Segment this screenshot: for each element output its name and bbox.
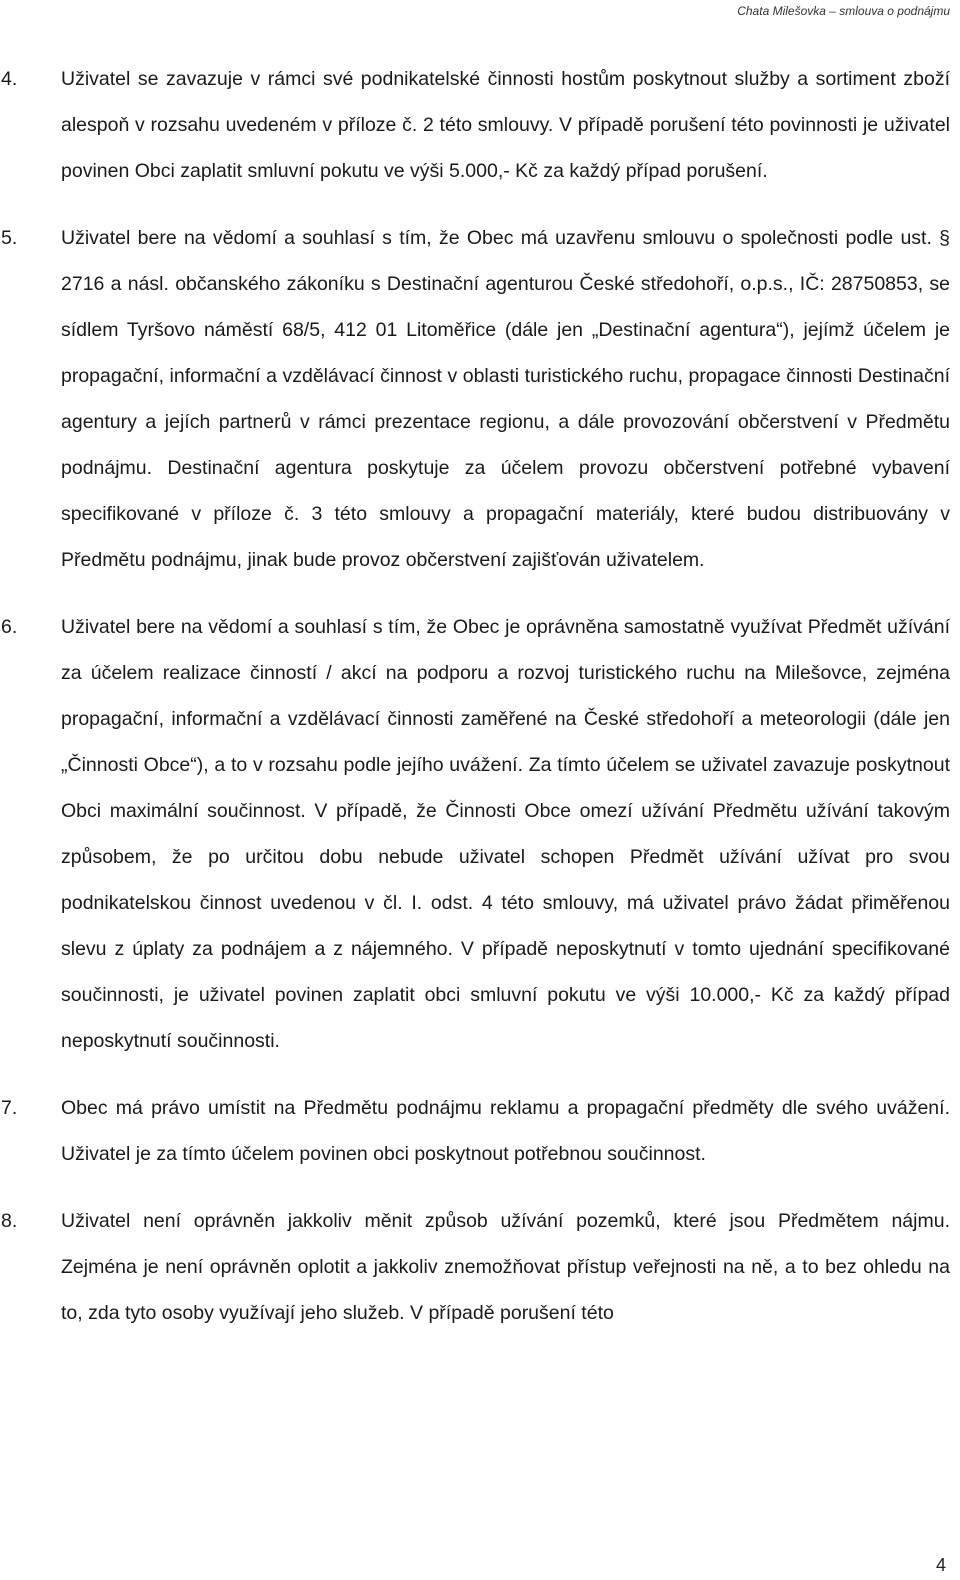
document-body <box>0 56 950 1357</box>
clause-8 <box>0 1198 950 1336</box>
clause-text: Uživatel není oprávněn jakkoliv měnit způsob užívání pozemků, které jsou Předmětem nájmu. Zejména je není oprávněn oplotit a jakkoliv znemožňovat přístup veřejnosti na ně, a to bez ohledu na to, zda tyto osoby využívají jeho služeb. V případě porušení této <box>61 1210 950 1324</box>
clause-7 <box>0 1085 950 1177</box>
clause-6 <box>0 604 950 1064</box>
clause-number: 6. <box>1 616 18 638</box>
clause-text: Uživatel bere na vědomí a souhlasí s tím, že Obec je oprávněna samostatně využívat Předmět užívání za účelem realizace činností / akcí na podporu a rozvoj turistického ruchu na Milešovce, zejména propagační, informační a vzdělávací činnosti zaměřené na České středohoří a meteorologii (dále jen „Činnosti Obce“), a to v rozsahu podle jejího uvážení. Za tímto účelem se uživatel zavazuje poskytnout Obci maximální součinnost. V případě, že Činnosti Obce omezí užívání Předmětu užívání takovým způsobem, že po určitou dobu nebude uživatel schopen Předmět užívání užívat pro svou podnikatelskou činnost uvedenou v čl. I. odst. 4 této smlouvy, má uživatel právo žádat přiměřenou slevu z úplaty za podnájem a z nájemného. V případě neposkytnutí v tomto ujednání specifikované součinnosti, je uživatel povinen zaplatit obci smluvní pokutu ve výši 10.000,- Kč za každý případ neposkytnutí součinnosti. <box>61 616 950 1052</box>
clause-number: 4. <box>1 68 18 90</box>
clause-4 <box>0 56 950 194</box>
clause-text: Obec má právo umístit na Předmětu podnájmu reklamu a propagační předměty dle svého uvážení. Uživatel je za tímto účelem povinen obci poskytnout potřebnou součinnost. <box>61 1097 950 1165</box>
clause-5 <box>0 215 950 583</box>
page-number: 4 <box>935 1555 946 1575</box>
clause-number: 5. <box>1 227 18 249</box>
clause-number: 8. <box>1 1210 18 1232</box>
running-header: Chata Milešovka – smlouva o podnájmu <box>737 4 950 18</box>
clause-text: Uživatel se zavazuje v rámci své podnikatelské činnosti hostům poskytnout služby a sortiment zboží alespoň v rozsahu uvedeném v příloze č. 2 této smlouvy. V případě porušení této povinnosti je uživatel povinen Obci zaplatit smluvní pokutu ve výši 5.000,- Kč za každý případ porušení. <box>61 68 950 182</box>
clause-text: Uživatel bere na vědomí a souhlasí s tím, že Obec má uzavřenu smlouvu o společnosti podle ust. § 2716 a násl. občanského zákoníku s Destinační agenturou České středohoří, o.p.s., IČ: 28750853, se sídlem Tyršovo náměstí 68/5, 412 01 Litoměřice (dále jen „Destinační agentura“), jejímž účelem je propagační, informační a vzdělávací činnost v oblasti turistického ruchu, propagace činnosti Destinační agentury a jejích partnerů v rámci prezentace regionu, a dále provozování občerstvení v Předmětu podnájmu. Destinační agentura poskytuje za účelem provozu občerstvení potřebné vybavení specifikované v příloze č. 3 této smlouvy a propagační materiály, které budou distribuovány v Předmětu podnájmu, jinak bude provoz občerstvení zajišťován uživatelem. <box>61 227 950 571</box>
clause-number: 7. <box>1 1097 18 1119</box>
